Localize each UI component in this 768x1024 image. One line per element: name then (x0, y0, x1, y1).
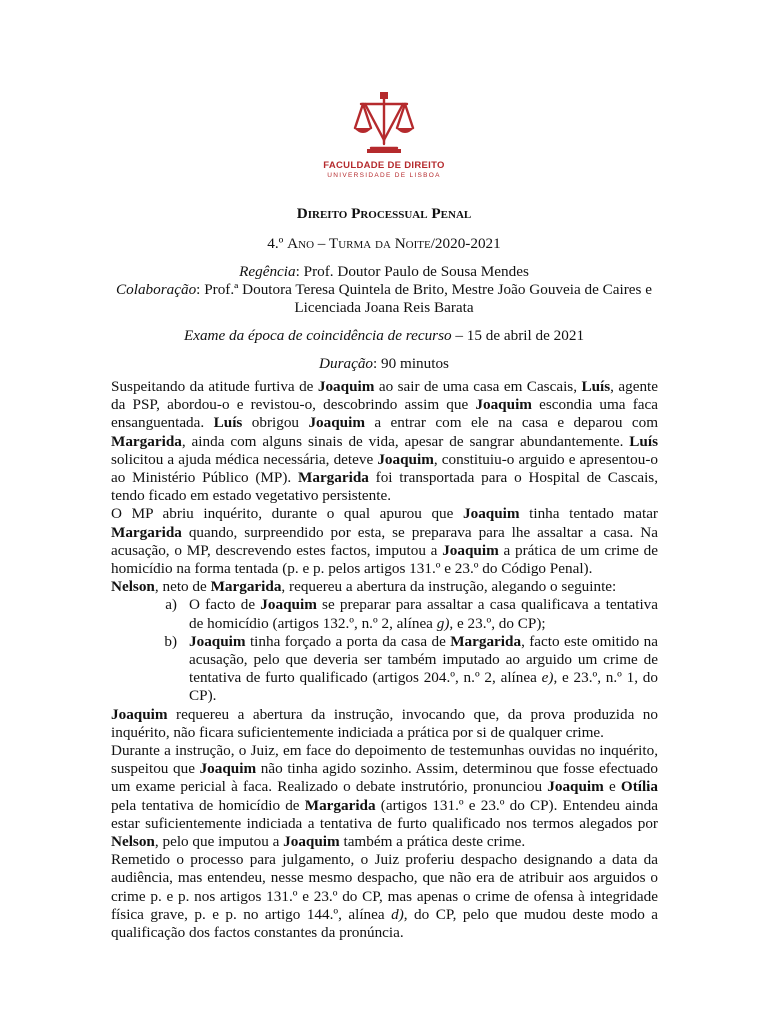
faculty-logo (322, 92, 446, 179)
duracao-line (100, 355, 668, 373)
allegations-list (111, 596, 658, 705)
colaboracao-label: Colaboração (116, 281, 197, 298)
list-item: b) Joaquim tinha forçado a porta da casa de Margarida, facto este omitido na acusação, pelo que deveria ser também imputado ao arguido um crime de tentativa de furto qualificado (artigos 204.º, n.º 2, alínea e), e 23.º, n.º 1, do CP). (147, 633, 658, 706)
year-rest: Ano – Turma da Noite/2020-2021 (287, 235, 501, 252)
paragraph-4: Joaquim requereu a abertura da instrução, invocando que, da prova produzida no inquérito, não ficara suficientemente indiciada a prática por si de qualquer crime. (111, 705, 658, 741)
faculty-name: FACULDADE DE DIREITO (323, 160, 445, 171)
course-title: Direito Processual Penal (296, 205, 472, 222)
paragraph-2: O MP abriu inquérito, durante o qual apurou que Joaquim tinha tentado matar Margarida quando, surpreendido por esta, se preparava para lhe assaltar a casa. Na acusação, o MP, descrevendo estes factos, imputou a Joaquim a prática de um crime de homicídio na forma tentada (p. e p. pelos artigos 131.º e 23.º do Código Penal). (111, 505, 658, 578)
list-marker: a) (165, 596, 177, 614)
paragraph-3: Nelson, neto de Margarida, requereu a abertura da instrução, alegando o seguinte: (111, 578, 617, 596)
year-line (100, 235, 668, 253)
scales-of-justice-icon (351, 92, 417, 154)
regencia-value: : Prof. Doutor Paulo de Sousa Mendes (295, 263, 529, 280)
regencia-line (100, 263, 668, 281)
colaboracao-line (100, 281, 668, 317)
exam-line (100, 327, 668, 345)
regencia-label: Regência (239, 263, 296, 280)
paragraph-1: Suspeitando da atitude furtiva de Joaquim ao sair de uma casa em Cascais, Luís, agente da PSP, abordou-o e revistou-o, descobrindo assim que Joaquim escondia uma faca ensanguentada. Luís obrigou Joaquim a entrar com ele na casa e deparou com Margarida, ainda com alguns sinais de vida, apesar de sangrar abundantemente. Luís solicitou a ajuda médica necessária, deteve Joaquim, constituiu-o arguido e apresentou-o ao Ministério Público (MP). Margarida foi transportada para o Hospital de Cascais, tendo ficado em estado vegetativo persistente. (111, 378, 659, 505)
year-prefix: 4.º (267, 235, 288, 252)
colaboracao-value: : Prof.ª Doutora Teresa Quintela de Brito, Mestre João Gouveia de Caires e Licenciada Joana Reis Barata (196, 281, 652, 316)
paragraph-5: Durante a instrução, o Juiz, em face do depoimento de testemunhas ouvidas no inquérito, suspeitou que Joaquim não tinha agido sozinho. Assim, determinou que fosse efectuado um exame pericial à faca. Realizado o debate instrutório, pronunciou Joaquim e Otília pela tentativa de homicídio de Margarida (artigos 131.º e 23.º do CP). Entendeu ainda estar suficientemente indiciada a tentativa de furto qualificado nos termos alegados por Nelson, pelo que imputou a Joaquim também a prática deste crime. (111, 742, 658, 851)
list-item: a) O facto de Joaquim se preparar para assaltar a casa qualificava a tentativa de homicídio (artigos 132.º, n.º 2, alínea g), e 23.º, do CP); (147, 596, 658, 632)
duracao-value: : 90 minutos (373, 355, 449, 372)
duracao-label: Duração (319, 355, 374, 372)
exam-date: – 15 de abril de 2021 (451, 327, 585, 344)
list-marker: b) (164, 632, 177, 650)
exam-body (111, 378, 658, 942)
exam-header (100, 205, 668, 373)
exam-label: Exame da época de coincidência de recurso (183, 327, 452, 344)
university-name: UNIVERSIDADE DE LISBOA (327, 172, 441, 179)
paragraph-6: Remetido o processo para julgamento, o Juiz proferiu despacho designando a data da audiência, mas entendeu, nesse mesmo despacho, que não era de atribuir aos arguidos o crime p. e p. nos artigos 131.º e 23.º do CP, mas apenas o crime de ofensa à integridade física grave, p. e p. no artigo 144.º, alínea d), do CP, pelo que mudou deste modo a qualificação dos factos constantes da pronúncia. (111, 851, 658, 942)
